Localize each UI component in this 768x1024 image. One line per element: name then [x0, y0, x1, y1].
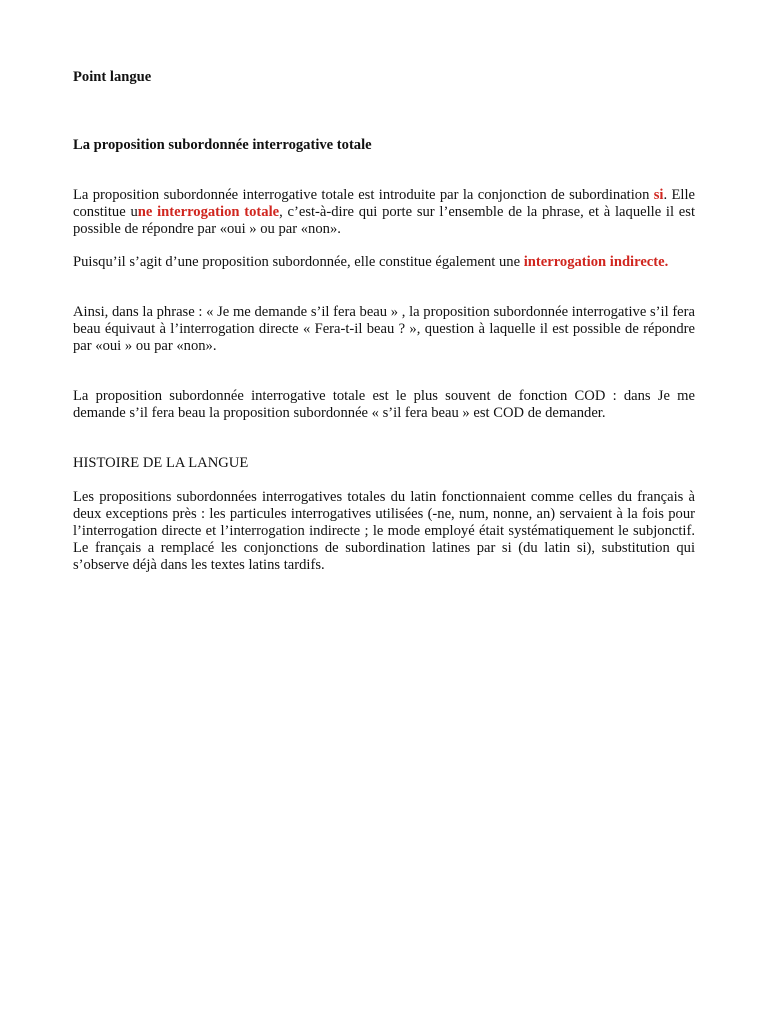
- heading-histoire-de-la-langue: HISTOIRE DE LA LANGUE: [73, 455, 249, 471]
- p1-text-c: . Elle constitue u: [73, 187, 695, 220]
- p1-text-e: , c’est-à-dire qui porte sur l’ensemble de la phrase, et à laquelle il est possible de répondre par «oui » ou par «non».: [73, 204, 696, 237]
- p1-highlight-interrogation-totale: ne interrogation totale: [137, 204, 280, 220]
- p1-text-a: La proposition subordonnée interrogative totale est introduite par la conjonction de subordination: [73, 187, 654, 203]
- paragraph-introduction: [73, 187, 695, 238]
- paragraph-histoire: Les propositions subordonnées interrogatives totales du latin fonctionnaient comme celles du français à deux exceptions près : les particules interrogatives utilisées (-ne, num, nonne, an) servaient à la fois pour l’interrogation directe et l’interrogation indirecte ; le mode employé était systématiquement le subjonctif. Le français a remplacé les conjonctions de subordination latines par si (du latin si), substitution qui s’observe déjà dans les textes latins tardifs.: [73, 489, 695, 573]
- paragraph-interrogation-indirecte: [73, 254, 695, 271]
- p2-text-a: Puisqu’il s’agit d’une proposition subordonnée, elle constitue également une: [73, 254, 524, 270]
- paragraph-exemple: Ainsi, dans la phrase : « Je me demande s’il fera beau » , la proposition subordonnée interrogative s’il fera beau équivaut à l’interrogation directe « Fera-t-il beau ? », question à laquelle il est possible de répondre par «oui » ou par «non».: [73, 304, 695, 354]
- heading-point-langue: Point langue: [73, 69, 152, 85]
- paragraph-fonction-cod: La proposition subordonnée interrogative totale est le plus souvent de fonction COD : dans Je me demande s’il fera beau la proposition subordonnée « s’il fera beau » est COD de demander.: [73, 388, 695, 421]
- p2-highlight-interrogation-indirecte: interrogation indirecte: [523, 254, 665, 270]
- p2-text-c: .: [664, 254, 669, 270]
- heading-proposition-subordonnee: La proposition subordonnée interrogative totale: [73, 137, 372, 153]
- p1-highlight-si: si: [653, 187, 664, 203]
